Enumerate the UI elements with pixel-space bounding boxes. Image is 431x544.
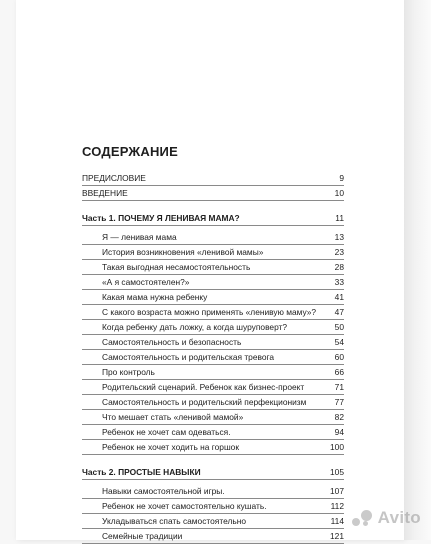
toc-part-page: 105 — [330, 467, 344, 477]
toc-row — [82, 290, 344, 305]
toc-row — [82, 380, 344, 395]
toc-row-page: 9 — [339, 173, 344, 183]
toc-row-page: 66 — [334, 367, 344, 377]
toc-row — [82, 410, 344, 425]
toc-row-page: 23 — [334, 247, 344, 257]
toc-row-page: 10 — [334, 188, 344, 198]
toc-row — [82, 350, 344, 365]
toc-row — [82, 440, 344, 455]
toc-row-page: 54 — [334, 337, 344, 347]
toc-row-page: 82 — [334, 412, 344, 422]
toc-part-1-items — [82, 230, 344, 455]
toc-part-label: Часть 1. ПОЧЕМУ Я ЛЕНИВАЯ МАМА? — [82, 213, 240, 223]
toc-row-label: Родительский сценарий. Ребенок как бизнес-проект — [102, 382, 305, 392]
toc-part-1-heading — [82, 211, 344, 226]
toc-row-page: 71 — [334, 382, 344, 392]
toc-row — [82, 230, 344, 245]
toc-row-page: 100 — [330, 442, 344, 452]
toc-row-page: 77 — [334, 397, 344, 407]
toc-row-label: «А я самостоятелен?» — [102, 277, 190, 287]
toc-title: СОДЕРЖАНИЕ — [82, 144, 178, 159]
toc-row-label: С какого возраста можно применять «ленивую маму»? — [102, 307, 317, 317]
watermark-text: Avito — [377, 508, 421, 527]
toc-row-label: Ребенок не хочет сам одеваться. — [102, 427, 231, 437]
toc-row-page: 107 — [330, 486, 344, 496]
toc-row — [82, 305, 344, 320]
toc-part-label: Часть 2. ПРОСТЫЕ НАВЫКИ — [82, 467, 201, 477]
toc-row-label: Какая мама нужна ребенку — [102, 292, 208, 302]
toc-row — [82, 395, 344, 410]
toc-row — [82, 260, 344, 275]
toc-row-introduction — [82, 186, 344, 201]
toc-row-label: Укладываться спать самостоятельно — [102, 516, 246, 526]
toc-row — [82, 275, 344, 290]
toc-row-label: Ребенок не хочет самостоятельно кушать. — [102, 501, 267, 511]
toc-part-2-items — [82, 484, 344, 544]
toc-row-page: 33 — [334, 277, 344, 287]
toc-row-page: 47 — [334, 307, 344, 317]
toc-row-label: Самостоятельность и родительская тревога — [102, 352, 275, 362]
toc-row-label: Ребенок не хочет ходить на горшок — [102, 442, 239, 452]
toc-row — [82, 514, 344, 529]
toc-row-label: Про контроль — [102, 367, 155, 377]
toc-row-label: Я — ленивая мама — [102, 232, 177, 242]
toc-row — [82, 529, 344, 544]
toc-row-label: Самостоятельность и безопасность — [102, 337, 242, 347]
toc-row-label: Самостоятельность и родительский перфекционизм — [102, 397, 307, 407]
toc-row-label: История возникновения «ленивой мамы» — [102, 247, 264, 257]
toc-row-page: 28 — [334, 262, 344, 272]
toc-intro — [82, 171, 344, 201]
toc-row — [82, 320, 344, 335]
toc-row — [82, 335, 344, 350]
toc-part-page: 11 — [335, 213, 344, 223]
toc-row-page: 114 — [330, 516, 344, 526]
avito-dots-icon — [352, 510, 374, 526]
toc-row-label: ПРЕДИСЛОВИЕ — [82, 173, 146, 183]
toc-row-label: Семейные традиции — [102, 531, 183, 541]
toc-row-label: Навыки самостоятельной игры. — [102, 486, 225, 496]
book-spine — [404, 0, 431, 540]
toc-row-page: 121 — [330, 531, 344, 541]
toc-row-page: 41 — [334, 292, 344, 302]
toc-row — [82, 499, 344, 514]
toc-row-page: 60 — [334, 352, 344, 362]
toc-row-page: 112 — [330, 501, 344, 511]
toc-row-page: 50 — [334, 322, 344, 332]
toc-row — [82, 245, 344, 260]
toc-row-label: Когда ребенку дать ложку, а когда шуруповерт? — [102, 322, 288, 332]
toc-row — [82, 425, 344, 440]
table-of-contents — [82, 144, 344, 544]
toc-row — [82, 365, 344, 380]
toc-row-page: 13 — [334, 232, 344, 242]
toc-row-page: 94 — [334, 427, 344, 437]
toc-part-2-heading — [82, 465, 344, 480]
toc-row-preface — [82, 171, 344, 186]
toc-row-label: Что мешает стать «ленивой мамой» — [102, 412, 244, 422]
avito-watermark — [352, 508, 421, 528]
toc-row-label: ВВЕДЕНИЕ — [82, 188, 128, 198]
toc-row-label: Такая выгодная несамостоятельность — [102, 262, 251, 272]
toc-row — [82, 484, 344, 499]
